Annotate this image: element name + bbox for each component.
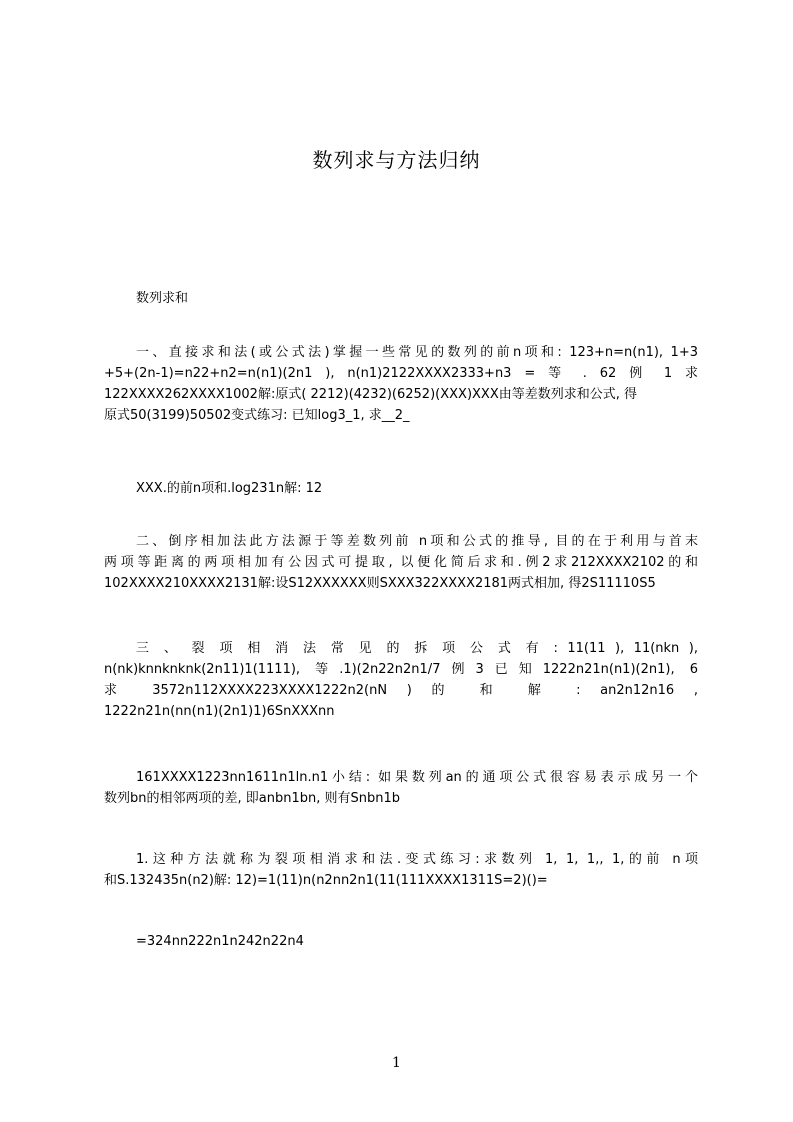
text-line: 1222n21n(nn(n1)(2n1)1)6SnXXXnn bbox=[104, 704, 335, 719]
text-line: +5+(2n-1)=n22+n2=n(n1)(2n1 ), n(n1)2122XXXX2333+n3 = 等 . 62 例 1 求 bbox=[104, 366, 698, 381]
paragraph-exercise bbox=[104, 478, 698, 499]
text-line: 1.这种方法就称为裂项相消求和法.变式练习:求数列 1, 1, 1,, 1,的前 n项 bbox=[136, 852, 698, 867]
text-line: 和S.132435n(n2)解: 12)=1(11)n(n2nn2n1(11(111XXXX1311S=2)()= bbox=[104, 873, 548, 888]
text-line: 二、倒序相加法此方法源于等差数列前 n项和公式的推导, 目的在于利用与首末 bbox=[136, 534, 698, 549]
text-line: 数列求和 bbox=[136, 291, 189, 306]
paragraph-reverse-sum bbox=[104, 531, 698, 594]
text-line: n(nk)knnknknk(2n11)1(1111), 等.1)(2n22n2n1/7例3已知1222n21n(n1)(2n1), 6 bbox=[104, 662, 698, 677]
text-line: 一、直接求和法(或公式法)掌握一些常见的数列的前n项和: 123+n=n(n1), 1+3 bbox=[136, 345, 698, 360]
paragraph-summary bbox=[104, 767, 698, 809]
paragraph-variant-exercise bbox=[104, 849, 698, 891]
paragraph-result bbox=[104, 931, 698, 952]
text-line: XXX.的前n项和.log231n解: 12 bbox=[136, 481, 323, 496]
paragraph-direct-sum bbox=[104, 342, 698, 426]
text-line: 两项等距离的两项相加有公因式可提取, 以便化简后求和.例2求212XXXX2102的和 bbox=[104, 555, 698, 570]
text-line: 三 、 裂 项 相 消 法 常 见 的 拆 项 公 式 有 : 11(11 ), 11(nkn ), bbox=[136, 641, 698, 656]
text-line: 求 3572n112XXXX223XXXX1222n2(nN ) 的 和 解 : an2n12n16 , bbox=[104, 683, 698, 698]
paragraph-telescoping bbox=[104, 638, 698, 722]
document-title: 数列求与方法归纳 bbox=[312, 148, 481, 172]
text-line: =324nn222n1n242n22n4 bbox=[136, 934, 304, 949]
text-line: 161XXXX1223nn1611n1ln.n1小结: 如果数列an的通项公式很容易表示成另一个 bbox=[136, 770, 698, 785]
text-line: 122XXXX262XXXX1002解:原式( 2212)(4232)(6252)(XXX)XXX由等差数列求和公式, 得 bbox=[104, 387, 637, 402]
text-line: 数列bn的相邻两项的差, 即anbn1bn, 则有Snbn1b bbox=[104, 791, 400, 806]
intro-heading bbox=[104, 288, 698, 309]
text-line: 原式50(3199)50502变式练习: 已知log3_1, 求__2_ bbox=[104, 408, 410, 423]
page-number: 1 bbox=[392, 1055, 401, 1071]
text-line: 102XXXX210XXXX2131解:设S12XXXXXX则SXXX322XXXX2181两式相加, 得2S11110S5 bbox=[104, 576, 656, 591]
